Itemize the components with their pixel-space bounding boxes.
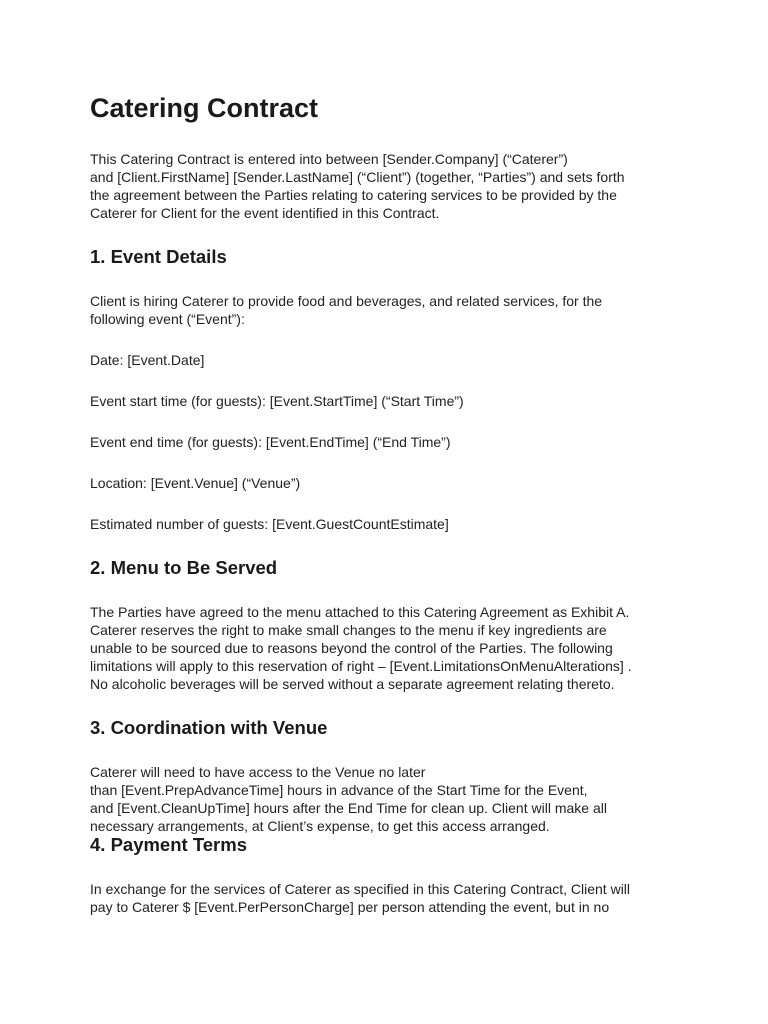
payment-paragraph (90, 880, 630, 916)
venue-line: Caterer will need to have access to the Venue no later (90, 764, 426, 780)
venue-line: necessary arrangements, at Client’s expense, to get this access arranged. (90, 818, 550, 834)
venue-line: than [Event.PrepAdvanceTime] hours in advance of the Start Time for the Event, (90, 782, 588, 798)
intro-line: and [Client.FirstName] [Sender.LastName] (“Client”) (together, “Parties”) and sets forth (90, 169, 625, 185)
section-heading-event-details: 1. Event Details (90, 246, 227, 267)
venue-line: and [Event.CleanUpTime] hours after the End Time for clean up. Client will make all (90, 800, 607, 816)
section-heading-menu: 2. Menu to Be Served (90, 557, 278, 578)
payment-line: In exchange for the services of Caterer as specified in this Catering Contract, Client will (90, 881, 631, 897)
payment-line: pay to Caterer $ [Event.PerPersonCharge] per person attending the event, but in no (90, 899, 610, 915)
intro-line: the agreement between the Parties relating to catering services to be provided by the (90, 187, 617, 203)
menu-line: The Parties have agreed to the menu attached to this Catering Agreement as Exhibit A. (90, 604, 630, 620)
document-title: Catering Contract (90, 93, 319, 123)
menu-line: unable to be sourced due to reasons beyond the control of the Parties. The following (90, 640, 613, 656)
event-guest-count: Estimated number of guests: [Event.GuestCountEstimate] (90, 516, 449, 532)
menu-line: Caterer reserves the right to make small changes to the menu if key ingredients are (90, 622, 607, 638)
event-start-time: Event start time (for guests): [Event.StartTime] (“Start Time”) (90, 393, 464, 409)
event-details-intro-line: following event (“Event”): (90, 311, 245, 327)
intro-paragraph (90, 150, 625, 222)
event-location: Location: [Event.Venue] (“Venue”) (90, 475, 301, 491)
event-details-intro (90, 292, 602, 328)
section-heading-payment-terms: 4. Payment Terms (90, 834, 247, 855)
intro-line: Caterer for Client for the event identified in this Contract. (90, 205, 440, 221)
event-date: Date: [Event.Date] (90, 352, 205, 368)
event-end-time: Event end time (for guests): [Event.EndTime] (“End Time”) (90, 434, 451, 450)
event-details-intro-line: Client is hiring Caterer to provide food and beverages, and related services, for the (90, 293, 603, 309)
menu-line: No alcoholic beverages will be served without a separate agreement relating thereto. (90, 676, 615, 692)
menu-paragraph (90, 603, 632, 693)
section-heading-venue-coordination: 3. Coordination with Venue (90, 717, 328, 738)
venue-paragraph (90, 763, 607, 835)
intro-line: This Catering Contract is entered into between [Sender.Company] (“Caterer”) (90, 151, 568, 167)
menu-line: limitations will apply to this reservation of right – [Event.LimitationsOnMenuAlterations] . (90, 658, 632, 674)
